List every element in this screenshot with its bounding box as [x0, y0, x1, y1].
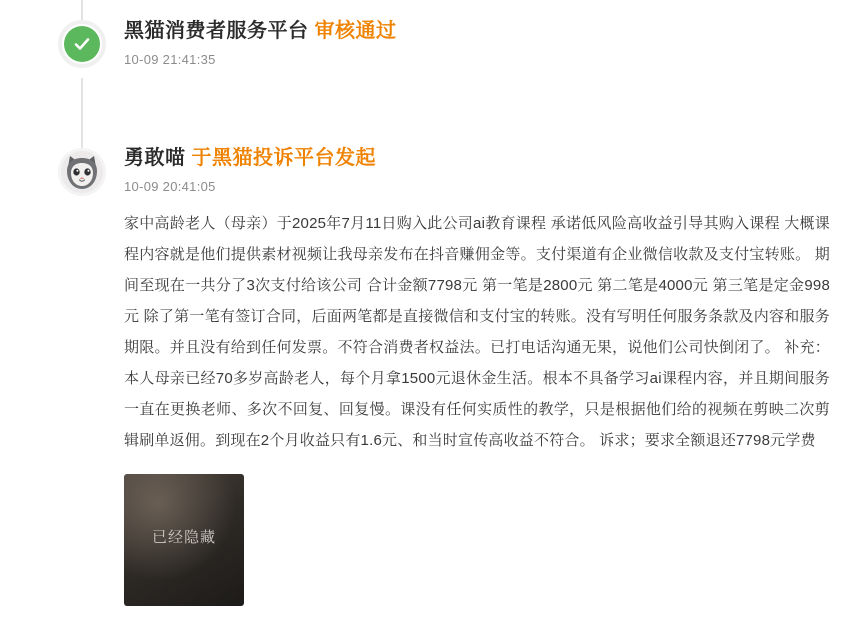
entry-timestamp: 10-09 21:41:35: [124, 52, 216, 67]
cat-avatar-icon[interactable]: [58, 148, 106, 196]
entry-author: 黑猫消费者服务平台: [124, 20, 309, 42]
entry-timestamp: 10-09 20:41:05: [124, 179, 216, 194]
timeline-connector-top: [81, 0, 83, 22]
entry-author[interactable]: 勇敢喵: [124, 147, 186, 169]
hidden-image-label: 已经隐藏: [151, 529, 216, 546]
check-circle-disc: [64, 26, 100, 62]
complaint-body: 家中高龄老人（母亲）于2025年7月11日购入此公司ai教育课程 承诺低风险高收益引导其购入课程 大概课程内容就是他们提供素材视频让我母亲发布在抖音赚佣金等。支付渠道有企业微信收款及支付宝转账。 期间至现在一共分了3次支付给该公司 合计金额7798元 第一笔是2800元 第二笔是4000元 第三笔是定金998元 除了第一笔有签订合同，后面两笔都是直接微信和支付宝的转账。没有写明任何服务条款及内容和服务期限。并且没有给到任何发票。不符合消费者权益法。已打电话沟通无果，说他们公司快倒闭了。 补充：本人母亲已经70多岁高龄老人，每个月拿1500元退休金生活。根本不具备学习ai课程内容，并且期间服务一直在更换老师、多次不回复、回复慢。课没有任何实质性的教学，只是根据他们给的视频在剪映二次剪辑刷单返佣。到现在2个月收益只有1.6元、和当时宣传高收益不符合。 诉求；要求全额退还7798元学费: [124, 215, 830, 449]
timeline-connector-middle: [81, 78, 83, 158]
entry-content: [124, 145, 830, 606]
entry-status: 审核通过: [314, 20, 397, 42]
entry-header: [124, 145, 830, 171]
entry-status: 于黑猫投诉平台发起: [191, 147, 376, 169]
entry-header: [124, 18, 830, 44]
entry-content: [124, 18, 830, 81]
hidden-image-attachment[interactable]: [124, 474, 244, 606]
check-circle-icon: [58, 20, 106, 68]
